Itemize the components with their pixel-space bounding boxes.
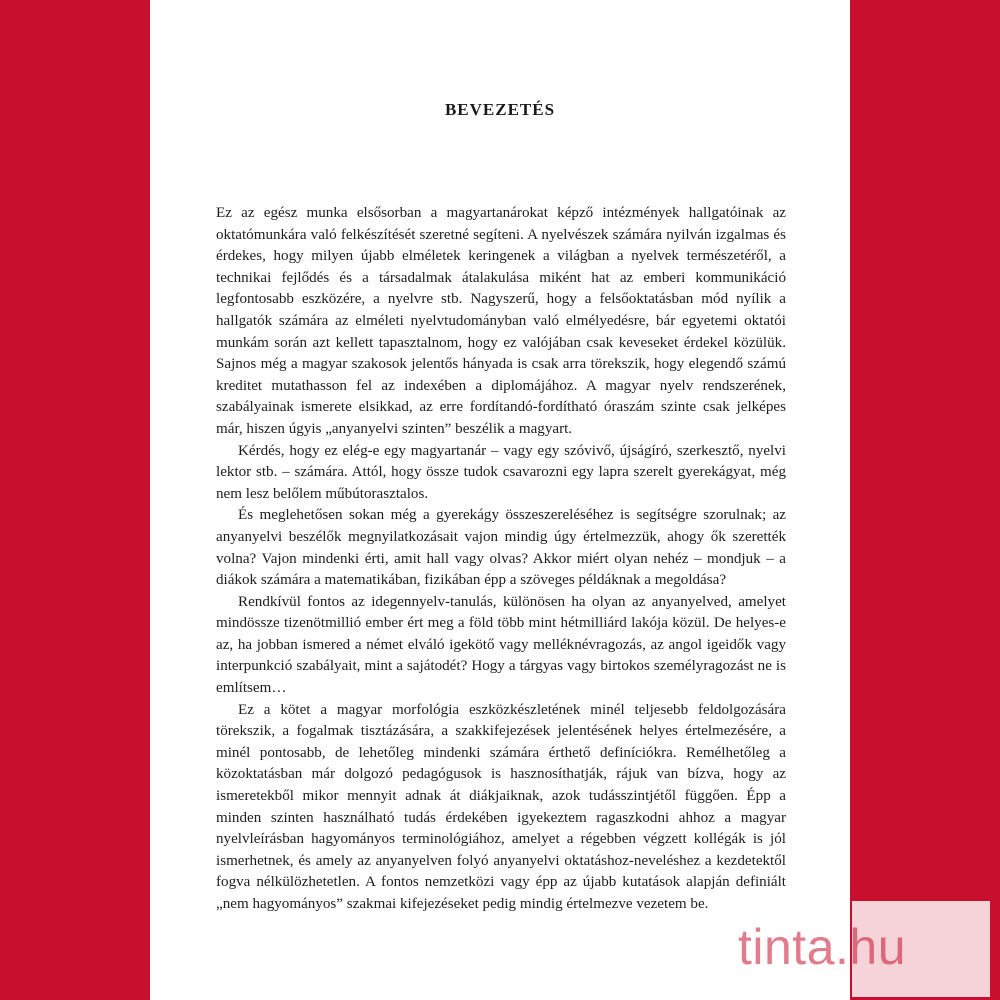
page-title: BEVEZETÉS xyxy=(444,100,556,119)
watermark-logo: tinta.hu xyxy=(738,919,907,975)
paragraph-4: Rendkívül fontos az idegennyelv-tanulás, különösen ha olyan az anyanyelved, amelyet mindössze tizenötmillió ember ért meg a föld több mint hétmilliárd lakója közül. De helyes-e az, ha jobban ismered a német elváló igekötő vagy melléknévragozás, az angol igeidők vagy interpunkció szabályait, mint a sajátodét? Hogy a tárgyas vagy birtokos személyragozást ne is említsem… xyxy=(216,593,786,697)
paragraph-2: Kérdés, hogy ez elég-e egy magyartanár – vagy egy szóvivő, újságíró, szerkesztő, nyelvi lektor stb. – számára. Attól, hogy össze tudok csavarozni egy lapra szerelt gyerekágyat, még nem lesz belőlem műbútorasztalos. xyxy=(216,442,786,502)
paragraph-5: Ez a kötet a magyar morfológia eszközkészletének minél teljesebb feldolgozására törekszik, a fogalmak tisztázására, a szakkifejezések jelentésének helyes értelmezésére, a minél pontosabb, de lehetőleg mindenki számára érthető definíciókra. Remélhetőleg a közoktatásban már dolgozó pedagógusok is hasznosíthatják, rájuk van bízva, hogy az ismeretekből mikor mennyit adnak át diákjaiknak, azok tudásszintjétől függően. Épp a minden szinten használható tudás érdekében igyekeztem ragaszkodni ahhoz a magyar nyelvleírásban hagyományos terminológiához, amelyet a régebben végzett kollégák is jól ismerhetnek, és amely az anyanyelven folyó anyanyelvi oktatáshoz-neveléshez a kezdetektől fogva nélkülözhetetlen. A fontos nemzetközi vagy épp az újabb kutatások alapján definiált „nem hagyományos” szakmai kifejezéseket pedig mindig értelmezve vezetem be. xyxy=(216,701,786,912)
book-page xyxy=(150,0,850,1000)
paragraph-1: Ez az egész munka elsősorban a magyartanárokat képző intézmények hallgatóinak az oktatómunkára való felkészítését szeretné segíteni. A nyelvészek számára nyilván izgalmas és érdekes, hogy milyen újabb elméletek keringenek a világban a nyelvek természetéről, a technikai fejlődés és a társadalmak átalakulása miként hat az emberi kommunikáció legfontosabb eszközére, a nyelvre stb. Nagyszerű, hogy a felsőoktatásban mód nyílik a hallgatók számára az elméleti nyelvtudományban való elmélyedésre, bár egyetemi oktatói munkám során azt kellett tapasztalnom, hogy ez valójában csak keveseket érdekel közülük. Sajnos még a magyar szakosok jelentős hányada is csak arra törekszik, hogy elegendő számú kreditet mutathasson fel az indexében a diplomájához. A magyar nyelv rendszerének, szabályainak ismerete elsikkad, az erre fordítandó-fordítható óraszám szinte csak jelképes már, hiszen úgyis „anyanyelvi szinten” beszélik a magyart. xyxy=(216,205,786,437)
paragraph-3: És meglehetősen sokan még a gyerekágy összeszereléséhez is segítségre szorulnak; az anyanyelvi beszélők megnyilatkozásait vajon mindig úgy értelmezzük, ahogy ők szerették volna? Vajon mindenki érti, amit hall vagy olvas? Akkor miért olyan nehéz – mondjuk – a diákok számára a matematikában, fizikában épp a szöveges példáknak a megoldása? xyxy=(216,507,786,589)
body-text xyxy=(216,203,786,916)
